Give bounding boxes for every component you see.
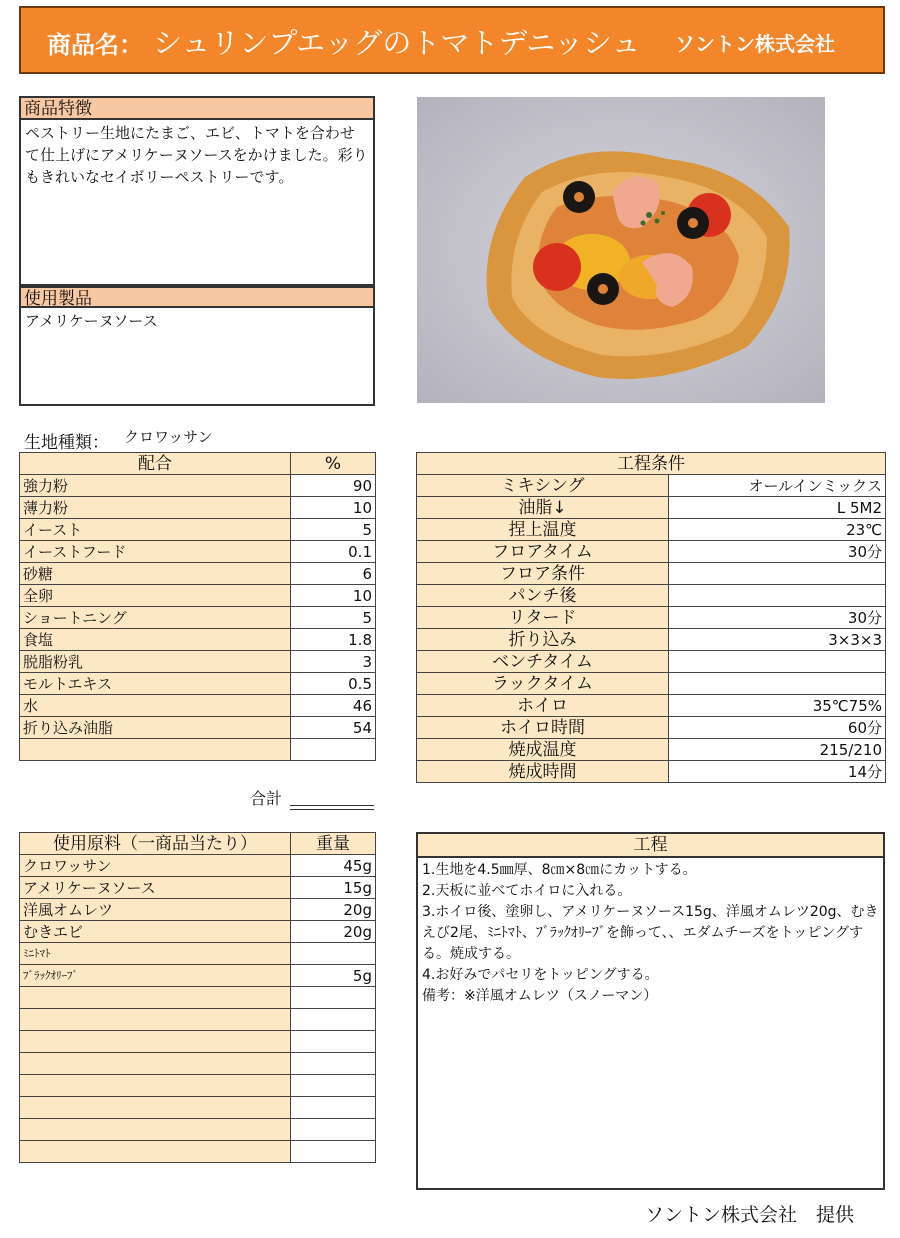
steps-body <box>418 858 883 1009</box>
process-name: 油脂↓ <box>417 497 669 519</box>
table-row <box>20 585 376 607</box>
material-name <box>20 1075 291 1097</box>
table-row <box>417 651 886 673</box>
material-name: クロワッサン <box>20 855 291 877</box>
process-name: パンチ後 <box>417 585 669 607</box>
table-row <box>20 1053 376 1075</box>
table-row <box>20 987 376 1009</box>
process-name: ホイロ <box>417 695 669 717</box>
recipe-value: 0.5 <box>291 673 376 695</box>
recipe-header-pct: % <box>291 453 376 475</box>
recipe-value <box>291 739 376 761</box>
process-name: フロア条件 <box>417 563 669 585</box>
material-name: ﾌﾞﾗｯｸｵﾘｰﾌﾞ <box>20 965 291 987</box>
table-row <box>20 475 376 497</box>
process-name: ベンチタイム <box>417 651 669 673</box>
recipe-value: 6 <box>291 563 376 585</box>
table-row <box>417 761 886 783</box>
table-row <box>417 629 886 651</box>
materials-header-weight: 重量 <box>291 833 376 855</box>
table-row <box>20 717 376 739</box>
recipe-name: 折り込み油脂 <box>20 717 291 739</box>
material-weight <box>291 1031 376 1053</box>
material-weight: 5g <box>291 965 376 987</box>
table-row <box>417 739 886 761</box>
recipe-value: 3 <box>291 651 376 673</box>
table-row <box>20 1119 376 1141</box>
steps-header: 工程 <box>418 834 883 858</box>
recipe-value: 0.1 <box>291 541 376 563</box>
table-row <box>20 1009 376 1031</box>
material-weight <box>291 1097 376 1119</box>
material-weight <box>291 987 376 1009</box>
material-name: アメリケーヌソース <box>20 877 291 899</box>
features-text: ペストリー生地にたまご、エビ、トマトを合わせて仕上げにアメリケーヌソースをかけました。彩りもきれいなセイボリーペストリーです。 <box>25 124 368 186</box>
recipe-name <box>20 739 291 761</box>
process-name: フロアタイム <box>417 541 669 563</box>
table-row <box>417 717 886 739</box>
process-value: 30分 <box>669 607 886 629</box>
products-used-heading: 使用製品 <box>21 286 373 308</box>
features-box <box>19 96 375 286</box>
materials-table <box>19 832 376 1163</box>
material-name <box>20 1009 291 1031</box>
recipe-header-name: 配合 <box>20 453 291 475</box>
table-row <box>417 563 886 585</box>
materials-header-name: 使用原料（一商品当たり） <box>20 833 291 855</box>
footer-credit: ソントン株式会社 提供 <box>645 1204 855 1226</box>
table-row <box>20 877 376 899</box>
table-row <box>20 651 376 673</box>
material-name <box>20 1097 291 1119</box>
material-weight: 20g <box>291 921 376 943</box>
product-name-label: 商品名： <box>47 31 143 59</box>
table-row <box>20 1075 376 1097</box>
process-value <box>669 563 886 585</box>
table-row <box>417 475 886 497</box>
process-value: L 5M2 <box>669 497 886 519</box>
table-row <box>417 695 886 717</box>
products-used-text: アメリケーヌソース <box>25 312 158 330</box>
material-name: むきエビ <box>20 921 291 943</box>
process-name: リタード <box>417 607 669 629</box>
product-photo <box>417 97 825 403</box>
recipe-value: 5 <box>291 607 376 629</box>
process-name: ホイロ時間 <box>417 717 669 739</box>
steps-box <box>416 832 885 1190</box>
table-row <box>417 519 886 541</box>
process-header: 工程条件 <box>417 453 886 475</box>
material-weight <box>291 1075 376 1097</box>
recipe-name: モルトエキス <box>20 673 291 695</box>
process-value: 215/210 <box>669 739 886 761</box>
step-line: 2.天板に並べてホイロに入れる。 <box>422 883 632 899</box>
material-weight <box>291 1053 376 1075</box>
table-row <box>417 541 886 563</box>
process-name: 焼成温度 <box>417 739 669 761</box>
table-row <box>20 497 376 519</box>
process-value: 14分 <box>669 761 886 783</box>
features-heading: 商品特徴 <box>21 98 373 120</box>
material-name: 洋風オムレツ <box>20 899 291 921</box>
table-row <box>20 1097 376 1119</box>
recipe-value: 5 <box>291 519 376 541</box>
process-table <box>416 452 886 783</box>
recipe-total-line <box>290 805 374 810</box>
material-weight <box>291 1009 376 1031</box>
process-name: ラックタイム <box>417 673 669 695</box>
recipe-value: 10 <box>291 497 376 519</box>
material-name <box>20 1119 291 1141</box>
recipe-name: ショートニング <box>20 607 291 629</box>
step-note: 備考：※洋風オムレツ（スノーマン） <box>422 988 658 1004</box>
pastry-illustration <box>417 97 825 403</box>
recipe-name: 薄力粉 <box>20 497 291 519</box>
products-used-box <box>19 286 375 406</box>
process-value: 3×3×3 <box>669 629 886 651</box>
recipe-table <box>19 452 376 761</box>
table-row <box>417 673 886 695</box>
recipe-name: 脱脂粉乳 <box>20 651 291 673</box>
table-row <box>20 607 376 629</box>
material-weight: 20g <box>291 899 376 921</box>
recipe-name: 強力粉 <box>20 475 291 497</box>
material-name <box>20 1053 291 1075</box>
table-row <box>20 563 376 585</box>
recipe-value: 54 <box>291 717 376 739</box>
material-name <box>20 987 291 1009</box>
recipe-name: 水 <box>20 695 291 717</box>
process-value <box>669 585 886 607</box>
company-name: ソントン株式会社 <box>675 32 835 56</box>
table-row <box>20 943 376 965</box>
recipe-total-label: 合計 <box>250 789 283 808</box>
recipe-value: 1.8 <box>291 629 376 651</box>
material-name: ﾐﾆﾄﾏﾄ <box>20 943 291 965</box>
recipe-value: 46 <box>291 695 376 717</box>
recipe-name: 全卵 <box>20 585 291 607</box>
material-weight: 45g <box>291 855 376 877</box>
material-weight <box>291 1119 376 1141</box>
table-row <box>20 899 376 921</box>
table-row <box>417 497 886 519</box>
table-row <box>20 855 376 877</box>
dough-kind-value: クロワッサン <box>124 428 213 446</box>
material-name <box>20 1141 291 1163</box>
table-row <box>20 695 376 717</box>
recipe-name: 砂糖 <box>20 563 291 585</box>
table-row <box>20 673 376 695</box>
table-row <box>20 1141 376 1163</box>
process-name: 捏上温度 <box>417 519 669 541</box>
process-name: 折り込み <box>417 629 669 651</box>
material-weight <box>291 943 376 965</box>
process-value: 23℃ <box>669 519 886 541</box>
table-row <box>20 519 376 541</box>
process-name: 焼成時間 <box>417 761 669 783</box>
step-line: 4.お好みでパセリをトッピングする。 <box>422 967 659 983</box>
process-value: 35℃75% <box>669 695 886 717</box>
material-weight: 15g <box>291 877 376 899</box>
table-row <box>417 607 886 629</box>
process-value: 30分 <box>669 541 886 563</box>
recipe-value: 90 <box>291 475 376 497</box>
table-row <box>20 1031 376 1053</box>
recipe-name: 食塩 <box>20 629 291 651</box>
process-value <box>669 651 886 673</box>
table-row <box>417 585 886 607</box>
product-name: シュリンプエッグのトマトデニッシュ <box>153 26 641 60</box>
table-row <box>20 965 376 987</box>
material-name <box>20 1031 291 1053</box>
table-row <box>20 541 376 563</box>
recipe-name: イーストフード <box>20 541 291 563</box>
step-line: 3.ホイロ後、塗卵し、アメリケーヌソース15g、洋風オムレツ20g、むきえび2尾、ﾐﾆﾄﾏﾄ、ﾌﾞﾗｯｸｵﾘｰﾌﾞを飾って、、エダムチーズをトッピングする。焼成する。 <box>422 904 879 962</box>
table-row <box>20 921 376 943</box>
product-header <box>19 6 885 74</box>
table-row <box>20 629 376 651</box>
table-row <box>20 739 376 761</box>
step-line: 1.生地を4.5㎜厚、8㎝×8㎝にカットする。 <box>422 862 697 878</box>
material-weight <box>291 1141 376 1163</box>
recipe-value: 10 <box>291 585 376 607</box>
process-value <box>669 673 886 695</box>
process-value: オールインミックス <box>669 475 886 497</box>
process-value: 60分 <box>669 717 886 739</box>
dough-kind-label: 生地種類： <box>24 433 109 453</box>
recipe-name: イースト <box>20 519 291 541</box>
process-name: ミキシング <box>417 475 669 497</box>
